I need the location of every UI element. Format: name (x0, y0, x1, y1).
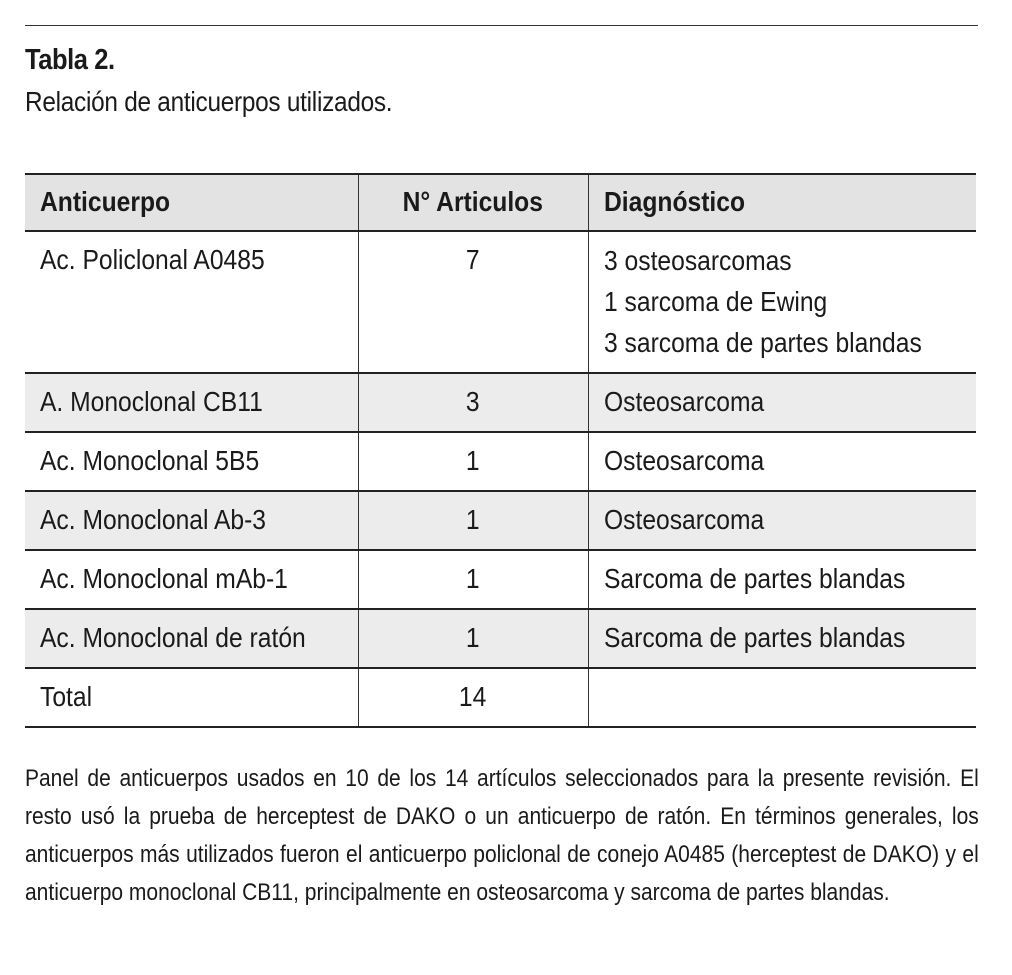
diagnosis-line: 3 osteosarcomas (603, 245, 792, 276)
antibody-table (25, 173, 976, 728)
antibody-cell: Ac. Monoclonal Ab-3 (25, 491, 358, 550)
table-total-row (25, 668, 976, 727)
table-row (25, 373, 976, 432)
count-cell: 3 (358, 373, 588, 432)
table-row (25, 491, 976, 550)
table-header-row (25, 174, 976, 231)
table-row (25, 432, 976, 491)
table-title: Tabla 2. (25, 44, 115, 76)
diagnosis-cell: Sarcoma de partes blandas (588, 609, 976, 668)
header-antibody: Anticuerpo (25, 174, 358, 231)
diagnosis-cell: Osteosarcoma (588, 432, 976, 491)
antibody-cell: Ac. Policlonal A0485 (25, 231, 358, 373)
diagnosis-cell (588, 668, 976, 727)
diagnosis-line: 3 sarcoma de partes blandas (603, 327, 922, 358)
table-row (25, 550, 976, 609)
diagnosis-cell (588, 231, 976, 373)
table-footnote (25, 760, 979, 912)
table-subtitle: Relación de anticuerpos utilizados. (25, 86, 393, 117)
antibody-cell: Ac. Monoclonal de ratón (25, 609, 358, 668)
count-cell: 1 (358, 432, 588, 491)
table-row (25, 231, 976, 373)
footnote-text: Panel de anticuerpos usados en 10 de los 14 artículos seleccionados para la presente revisión. El resto usó la prueba de herceptest de DAKO o un anticuerpo de ratón. En términos generales, los anticuerpos más utilizados fueron el anticuerpo policlonal de conejo A0485 (herceptest de DAKO) y el anticuerpo monoclonal CB11, principalmente en osteosarcoma y sarcoma de partes blandas. (25, 765, 979, 906)
header-article-count: N° Articulos (358, 174, 588, 231)
diagnosis-line: 1 sarcoma de Ewing (603, 286, 827, 317)
count-cell: 1 (358, 550, 588, 609)
diagnosis-cell: Sarcoma de partes blandas (588, 550, 976, 609)
antibody-cell: A. Monoclonal CB11 (25, 373, 358, 432)
table-row (25, 609, 976, 668)
count-cell: 1 (358, 609, 588, 668)
diagnosis-cell: Osteosarcoma (588, 491, 976, 550)
diagnosis-cell: Osteosarcoma (588, 373, 976, 432)
antibody-cell: Ac. Monoclonal 5B5 (25, 432, 358, 491)
header-diagnosis: Diagnóstico (588, 174, 976, 231)
antibody-cell: Ac. Monoclonal mAb-1 (25, 550, 358, 609)
count-cell: 7 (358, 231, 588, 373)
total-label-cell: Total (25, 668, 358, 727)
total-count-cell: 14 (358, 668, 588, 727)
count-cell: 1 (358, 491, 588, 550)
top-rule (25, 25, 978, 26)
